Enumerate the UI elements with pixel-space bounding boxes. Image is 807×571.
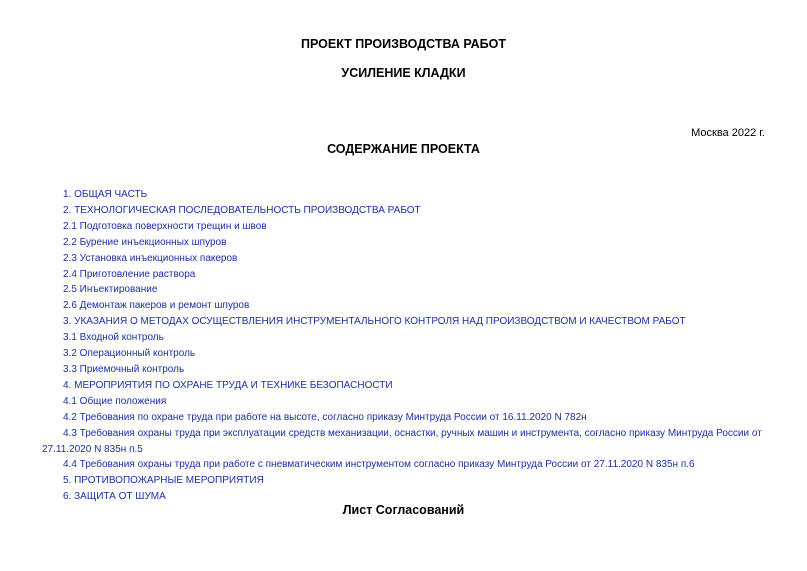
toc-link[interactable]: 2.3 Установка инъекционных пакеров — [63, 252, 238, 264]
toc-link[interactable]: 1. ОБЩАЯ ЧАСТЬ — [63, 189, 148, 200]
toc-link[interactable]: 3.2 Операционный контроль — [63, 348, 196, 360]
toc-link[interactable]: 2.1 Подготовка поверхности трещин и швов — [63, 220, 267, 232]
toc-link[interactable]: 2.5 Инъектирование — [63, 284, 158, 296]
place-date: Москва 2022 г. — [691, 127, 765, 139]
approval-sheet-heading: Лист Согласований — [342, 503, 465, 517]
toc-link[interactable]: 4.1 Общие положения — [63, 395, 167, 407]
document-title: ПРОЕКТ ПРОИЗВОДСТВА РАБОТ — [300, 37, 506, 51]
toc-link[interactable]: 4.3 Требования охраны труда при эксплуатации средств механизации, оснастки, ручных машин и инструмента, согласно приказу Минтруда России от 27.11.2020 N 835н п.5 — [42, 427, 762, 455]
toc-link[interactable]: 3.1 Входной контроль — [63, 332, 164, 344]
toc-link[interactable]: 4.4 Требования охраны труда при работе с пневматическим инструментом согласно приказу Минтруда России от 27.11.2020 N 835н п.6 — [63, 459, 695, 471]
toc-link[interactable]: 2.2 Бурение инъекционных шпуров — [63, 236, 227, 248]
contents-heading: СОДЕРЖАНИЕ ПРОЕКТА — [327, 142, 480, 156]
toc-link[interactable]: 5. ПРОТИВОПОЖАРНЫЕ МЕРОПРИЯТИЯ — [63, 475, 264, 487]
document-subtitle: УСИЛЕНИЕ КЛАДКИ — [341, 66, 466, 80]
toc-link[interactable]: 4. МЕРОПРИЯТИЯ ПО ОХРАНЕ ТРУДА И ТЕХНИКЕ БЕЗОПАСНОСТИ — [63, 379, 393, 391]
toc-link[interactable]: 3.3 Приемочный контроль — [63, 363, 185, 375]
toc-link[interactable]: 2.6 Демонтаж пакеров и ремонт шпуров — [63, 300, 250, 312]
toc-link[interactable]: 6. ЗАЩИТА ОТ ШУМА — [63, 491, 166, 503]
table-of-contents — [42, 187, 768, 505]
toc-link[interactable]: 2.4 Приготовление раствора — [63, 268, 196, 280]
toc-link[interactable]: 2. ТЕХНОЛОГИЧЕСКАЯ ПОСЛЕДОВАТЕЛЬНОСТЬ ПРОИЗВОДСТВА РАБОТ — [63, 204, 421, 216]
toc-link[interactable]: 4.2 Требования по охране труда при работе на высоте, согласно приказу Минтруда России от 16.11.2020 N 782н — [63, 411, 587, 423]
toc-link[interactable]: 3. УКАЗАНИЯ О МЕТОДАХ ОСУЩЕСТВЛЕНИЯ ИНСТРУМЕНТАЛЬНОГО КОНТРОЛЯ НАД ПРОИЗВОДСТВОМ И КАЧЕСТВОМ РАБОТ — [63, 316, 686, 328]
